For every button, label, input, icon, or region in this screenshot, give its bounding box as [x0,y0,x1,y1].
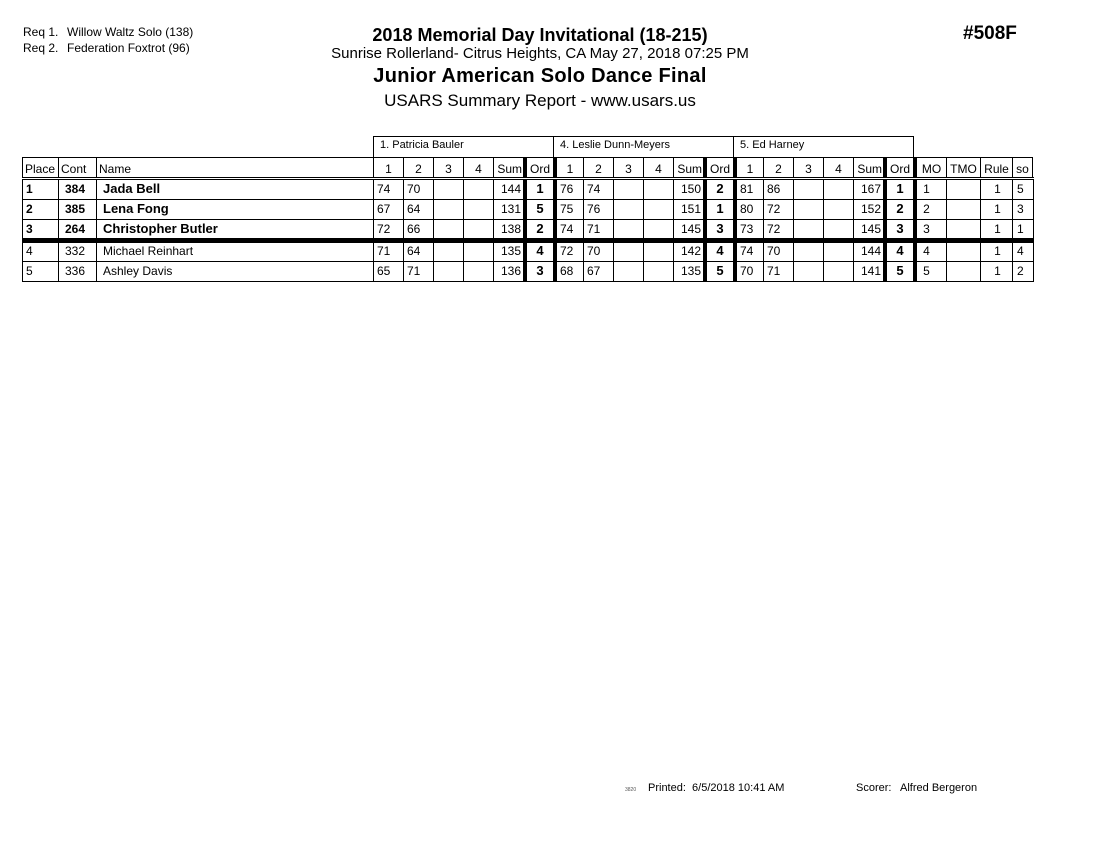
rule-cell: 1 [980,180,1012,200]
judge-3-col-4-header: 4 [823,157,853,178]
judge-1-s1-cell: 74 [373,180,403,200]
judge-3-s2-cell: 70 [763,242,793,262]
judge-1-sum-cell: 136 [493,262,523,282]
judge-2-sum-cell: 135 [673,262,703,282]
mo-cell: 4 [913,242,946,262]
mo-cell: 5 [913,262,946,282]
judge-2-s4-cell [643,242,673,262]
judge-2-s2-cell: 67 [583,262,613,282]
judge-3-ord-cell: 2 [883,200,913,220]
cont-cell: 336 [58,262,96,282]
rule-cell: 1 [980,262,1012,282]
judge-1-sum-cell: 138 [493,220,523,240]
judge-3-col-ord-header: Ord [883,157,913,178]
event-title: Junior American Solo Dance Final [373,65,707,87]
judge-1-s1-cell: 65 [373,262,403,282]
judge-3-col-1-header: 1 [733,157,763,178]
judge-1-ord-cell: 4 [523,242,553,262]
judge-3-s3-cell [793,200,823,220]
printed-label: Printed: [648,782,686,794]
judge-1-s3-cell [433,220,463,240]
judge-3-sum-cell: 145 [853,220,883,240]
table-row [22,242,1034,262]
judge-1-s1-cell: 72 [373,220,403,240]
cont-cell: 385 [58,200,96,220]
printed-value: 6/5/2018 10:41 AM [692,782,785,794]
judge-1-s3-cell [433,242,463,262]
judge-2-sum-cell: 145 [673,220,703,240]
table-row [22,180,1034,200]
judge-1-s2-cell: 64 [403,200,433,220]
judge-2-col-ord-header: Ord [703,157,733,178]
requirement-text: Federation Foxtrot (96) [67,41,190,55]
judge-2-s1-cell: 72 [553,242,583,262]
judge-3-s4-cell [823,180,853,200]
requirement-label: Req 1. [23,25,59,39]
judge-3-s3-cell [793,262,823,282]
judge-2-s2-cell: 74 [583,180,613,200]
place-cell: 4 [22,242,58,262]
judge-1-col-ord-header: Ord [523,157,553,178]
judge-1-sum-cell: 135 [493,242,523,262]
judge-2-s3-cell [613,242,643,262]
judge-1-s1-cell: 67 [373,200,403,220]
name-cell: Christopher Butler [96,220,373,240]
judge-1-col-3-header: 3 [433,157,463,178]
requirement-label: Req 2. [23,41,59,55]
rule-cell: 1 [980,242,1012,262]
judge-1-col-2-header: 2 [403,157,433,178]
requirement-text: Willow Waltz Solo (138) [67,25,194,39]
judge-1-col-1-header: 1 [373,157,403,178]
judge-3-s1-cell: 73 [733,220,763,240]
judge-2-sum-cell: 142 [673,242,703,262]
mo-header: MO [913,157,946,178]
judge-2-s2-cell: 71 [583,220,613,240]
mo-cell: 1 [913,180,946,200]
judge-2-s1-cell: 76 [553,180,583,200]
podium-separator [22,238,1034,243]
rule-cell: 1 [980,220,1012,240]
place-cell: 3 [22,220,58,240]
judge-header-3: 5. Ed Harney [733,136,914,157]
cont-cell: 384 [58,180,96,200]
judge-3-ord-cell: 5 [883,262,913,282]
judge-2-ord-cell: 5 [703,262,733,282]
name-cell: Lena Fong [96,200,373,220]
so-cell: 2 [1012,262,1034,282]
judge-1-s3-cell [433,200,463,220]
judge-1-sum-cell: 131 [493,200,523,220]
rule-header: Rule [980,157,1012,178]
table-row [22,262,1034,282]
judge-3-sum-cell: 141 [853,262,883,282]
name-cell: Michael Reinhart [96,242,373,262]
judge-3-ord-cell: 4 [883,242,913,262]
cont-header: Cont [58,157,96,178]
judge-2-s2-cell: 76 [583,200,613,220]
place-cell: 1 [22,180,58,200]
judge-1-s2-cell: 71 [403,262,433,282]
judge-2-ord-cell: 3 [703,220,733,240]
judge-3-s2-cell: 72 [763,200,793,220]
judge-1-ord-cell: 2 [523,220,553,240]
judge-2-s3-cell [613,180,643,200]
judge-2-sum-cell: 150 [673,180,703,200]
judge-1-s4-cell [463,262,493,282]
name-cell: Ashley Davis [96,262,373,282]
tmo-cell [946,262,980,282]
judge-3-s3-cell [793,242,823,262]
event-code: #508F [963,23,1017,44]
judge-2-col-3-header: 3 [613,157,643,178]
place-cell: 2 [22,200,58,220]
mo-cell: 3 [913,220,946,240]
judge-2-s4-cell [643,262,673,282]
judge-2-col-1-header: 1 [553,157,583,178]
table-row [22,220,1034,240]
tmo-cell [946,200,980,220]
judge-3-ord-cell: 3 [883,220,913,240]
tmo-cell [946,242,980,262]
report-title: USARS Summary Report - www.usars.us [384,91,696,110]
judge-3-s4-cell [823,242,853,262]
requirement-2 [23,41,190,56]
judge-1-s3-cell [433,180,463,200]
judge-1-s2-cell: 70 [403,180,433,200]
judge-1-ord-cell: 1 [523,180,553,200]
judge-2-s4-cell [643,180,673,200]
scorer-value: Alfred Bergeron [900,782,978,794]
judge-3-s2-cell: 71 [763,262,793,282]
judge-1-s4-cell [463,180,493,200]
scorer-label: Scorer: [856,782,892,794]
judge-2-sum-cell: 151 [673,200,703,220]
judge-3-s1-cell: 74 [733,242,763,262]
cont-cell: 264 [58,220,96,240]
so-cell: 4 [1012,242,1034,262]
judge-3-s2-cell: 86 [763,180,793,200]
name-cell: Jada Bell [96,180,373,200]
scorer-info [856,782,977,794]
judge-3-s1-cell: 81 [733,180,763,200]
so-header: so [1012,157,1033,178]
judge-3-s1-cell: 80 [733,200,763,220]
name-header: Name [96,157,373,178]
competition-title: 2018 Memorial Day Invitational (18-215) [372,25,708,45]
judge-1-col-4-header: 4 [463,157,493,178]
judge-2-ord-cell: 1 [703,200,733,220]
judge-1-s4-cell [463,220,493,240]
judge-3-col-3-header: 3 [793,157,823,178]
so-cell: 1 [1012,220,1034,240]
judge-1-s2-cell: 64 [403,242,433,262]
judge-2-s3-cell [613,262,643,282]
place-header: Place [22,157,58,178]
so-cell: 3 [1012,200,1034,220]
judge-1-s1-cell: 71 [373,242,403,262]
judge-3-s4-cell [823,200,853,220]
print-code: 3820 [625,787,637,793]
judge-2-s3-cell [613,200,643,220]
judge-1-s3-cell [433,262,463,282]
place-cell: 5 [22,262,58,282]
judge-3-sum-cell: 152 [853,200,883,220]
tmo-header: TMO [946,157,980,178]
printed-info [648,782,784,794]
judge-2-s1-cell: 74 [553,220,583,240]
judge-3-s3-cell [793,220,823,240]
cont-cell: 332 [58,242,96,262]
judge-header-2: 4. Leslie Dunn-Meyers [553,136,734,157]
judge-3-s4-cell [823,262,853,282]
judge-2-col-sum-header: Sum [673,157,703,178]
judge-3-s2-cell: 72 [763,220,793,240]
venue-date: Sunrise Rollerland- Citrus Heights, CA May 27, 2018 07:25 PM [331,45,749,62]
judge-2-s3-cell [613,220,643,240]
judge-2-s1-cell: 68 [553,262,583,282]
judge-2-s1-cell: 75 [553,200,583,220]
judge-3-ord-cell: 1 [883,180,913,200]
judge-2-col-4-header: 4 [643,157,673,178]
judge-1-ord-cell: 3 [523,262,553,282]
judge-2-ord-cell: 4 [703,242,733,262]
judge-1-ord-cell: 5 [523,200,553,220]
tmo-cell [946,220,980,240]
judge-3-s1-cell: 70 [733,262,763,282]
so-cell: 5 [1012,180,1034,200]
judge-1-s4-cell [463,200,493,220]
table-row [22,200,1034,220]
judge-2-s4-cell [643,220,673,240]
judge-1-sum-cell: 144 [493,180,523,200]
judge-3-sum-cell: 167 [853,180,883,200]
tmo-cell [946,180,980,200]
judge-3-col-sum-header: Sum [853,157,883,178]
judge-2-s4-cell [643,200,673,220]
judge-3-s3-cell [793,180,823,200]
judge-1-s4-cell [463,242,493,262]
requirement-1 [23,25,193,40]
judge-2-col-2-header: 2 [583,157,613,178]
judge-2-ord-cell: 2 [703,180,733,200]
judge-3-s4-cell [823,220,853,240]
judge-2-s2-cell: 70 [583,242,613,262]
judge-1-col-sum-header: Sum [493,157,523,178]
mo-cell: 2 [913,200,946,220]
rule-cell: 1 [980,200,1012,220]
judge-header-1: 1. Patricia Bauler [373,136,554,157]
judge-1-s2-cell: 66 [403,220,433,240]
judge-3-sum-cell: 144 [853,242,883,262]
judge-3-col-2-header: 2 [763,157,793,178]
